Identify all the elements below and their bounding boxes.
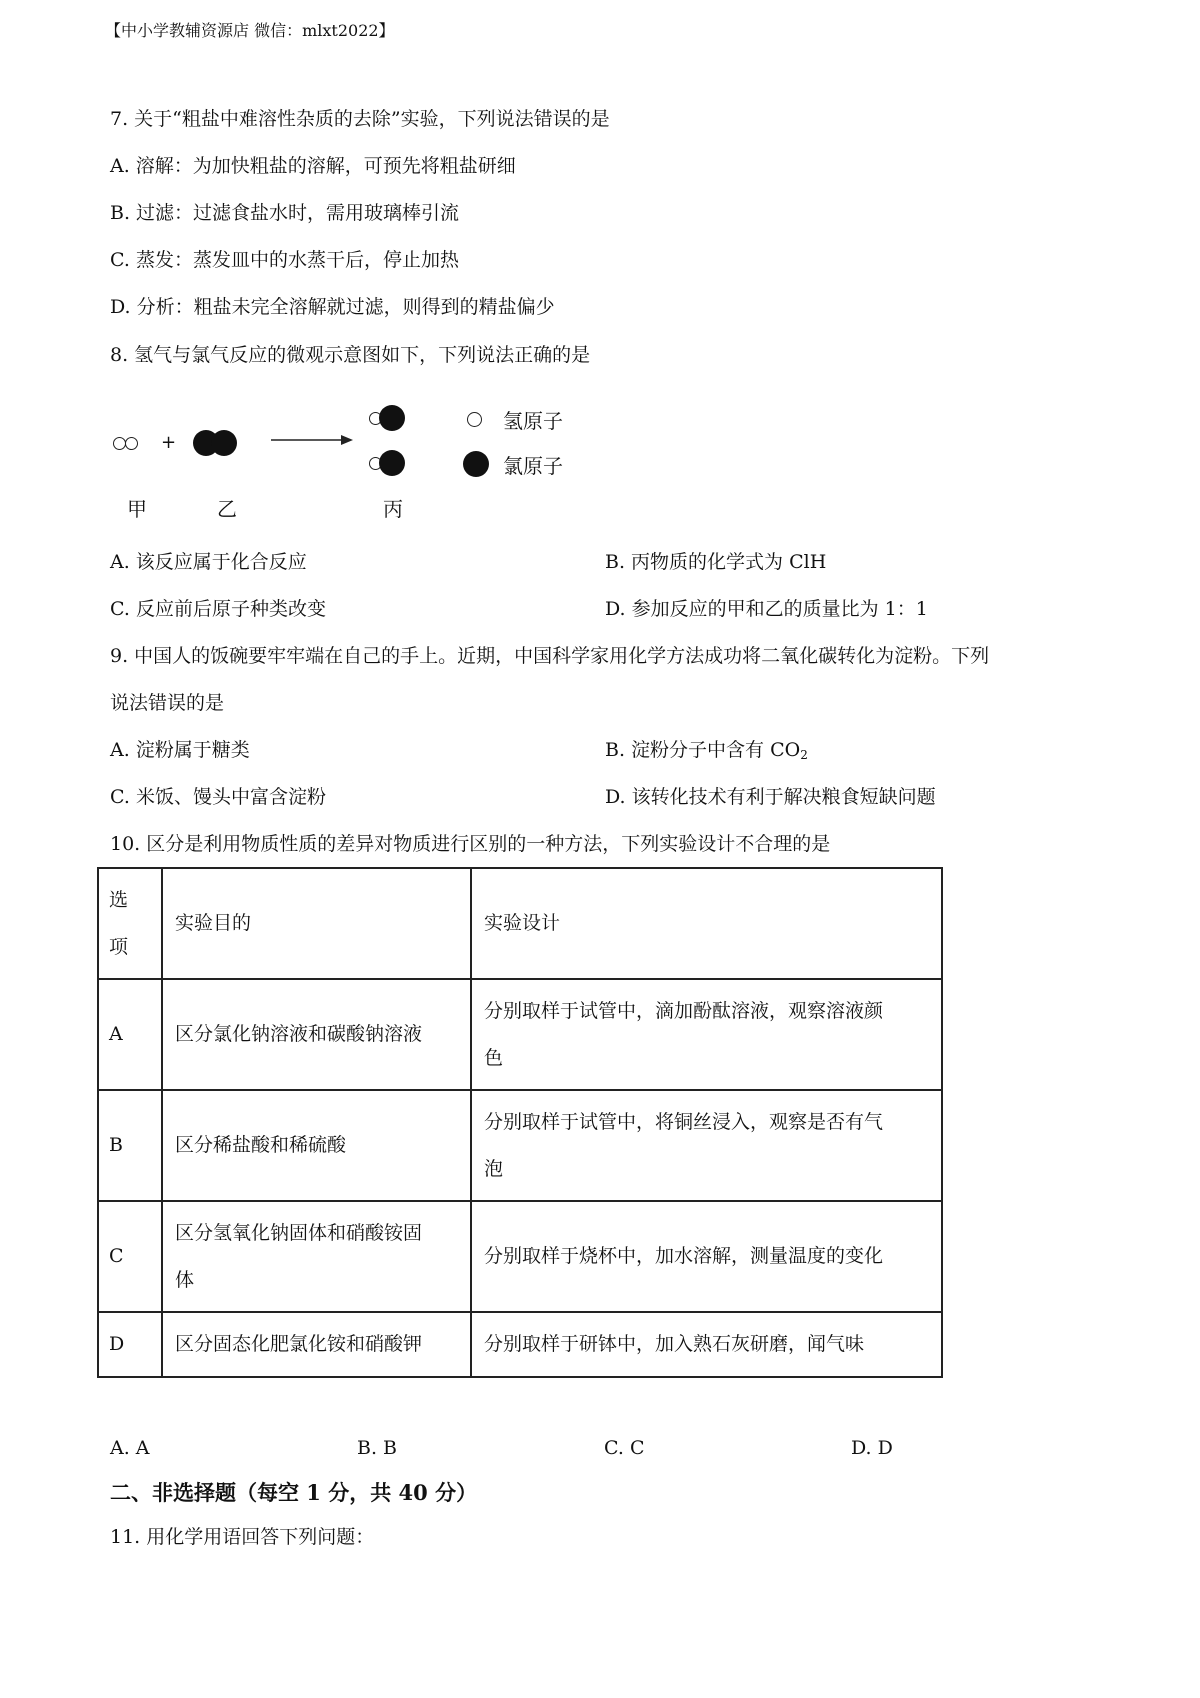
section-2-heading: 二、非选择题（每空 1 分，共 40 分） [110, 1480, 478, 1505]
q10-answer-c: C. C [604, 1437, 645, 1459]
reaction-micro-diagram [105, 390, 625, 530]
row-purpose: 区分氢氧化钠固体和硝酸铵固 体 [162, 1201, 471, 1312]
plus-sign: + [161, 432, 177, 453]
row-option: B [98, 1090, 162, 1201]
chlorine-atom [379, 405, 405, 431]
q9-stem: 9. 中国人的饭碗要牢牢端在自己的手上。近期，中国科学家用化学方法成功将二氧化碳转化为淀粉。下列 [110, 645, 990, 667]
table-header-row [98, 868, 942, 979]
table-row [98, 1312, 942, 1377]
row-design: 分别取样于试管中，滴加酚酞溶液，观察溶液颜 色 [471, 979, 942, 1090]
label-jia: 甲 [127, 497, 147, 521]
header-design: 实验设计 [471, 868, 942, 979]
q7-stem: 7. 关于“粗盐中难溶性杂质的去除”实验，下列说法错误的是 [110, 108, 610, 130]
q9-option-b: B. 淀粉分子中含有 $CO_2$ [605, 739, 808, 762]
legend-chlorine-atom-icon [463, 451, 489, 477]
row-option: D [98, 1312, 162, 1377]
page-header-watermark: 【中小学教辅资源店 微信：mlxt2022】 [105, 21, 395, 40]
chlorine-atom [379, 450, 405, 476]
q10-stem: 10. 区分是利用物质性质的差异对物质进行区别的一种方法，下列实验设计不合理的是 [110, 833, 831, 855]
header-purpose: 实验目的 [162, 868, 471, 979]
q10-answer-b: B. B [357, 1437, 398, 1459]
q9-option-d: D. 该转化技术有利于解决粮食短缺问题 [605, 786, 936, 808]
row-option: C [98, 1201, 162, 1312]
hydrogen-atom [125, 437, 138, 450]
reaction-arrow-icon [269, 432, 355, 448]
row-design: 分别取样于烧杯中，加水溶解，测量温度的变化 [471, 1201, 942, 1312]
chlorine-atom [211, 430, 237, 456]
table-row [98, 1090, 942, 1201]
q9-option-c: C. 米饭、馒头中富含淀粉 [110, 786, 326, 808]
q7-option-c: C. 蒸发：蒸发皿中的水蒸干后，停止加热 [110, 249, 459, 271]
legend-chlorine-label: 氯原子 [503, 454, 563, 478]
q9-stem-continued: 说法错误的是 [110, 692, 225, 714]
legend-hydrogen-label: 氢原子 [503, 409, 563, 433]
header-option: 选 项 [98, 868, 162, 979]
row-purpose: 区分固态化肥氯化铵和硝酸钾 [162, 1312, 471, 1377]
q10-answer-a: A. A [110, 1437, 150, 1459]
row-design: 分别取样于研钵中，加入熟石灰研磨，闻气味 [471, 1312, 942, 1377]
row-purpose: 区分氯化钠溶液和碳酸钠溶液 [162, 979, 471, 1090]
row-purpose: 区分稀盐酸和稀硫酸 [162, 1090, 471, 1201]
q8-stem: 8. 氢气与氯气反应的微观示意图如下，下列说法正确的是 [110, 344, 591, 366]
row-option: A [98, 979, 162, 1090]
q9-option-a: A. 淀粉属于糖类 [110, 739, 250, 761]
q10-answer-d: D. D [851, 1437, 893, 1459]
row-design: 分别取样于试管中，将铜丝浸入，观察是否有气 泡 [471, 1090, 942, 1201]
q7-option-b: B. 过滤：过滤食盐水时，需用玻璃棒引流 [110, 202, 460, 224]
q10-options-table [97, 867, 943, 1378]
q7-option-d: D. 分析：粗盐未完全溶解就过滤，则得到的精盐偏少 [110, 296, 555, 318]
q8-option-a: A. 该反应属于化合反应 [110, 551, 307, 573]
q7-option-a: A. 溶解：为加快粗盐的溶解，可预先将粗盐研细 [110, 155, 516, 177]
q8-option-b: B. 丙物质的化学式为 ClH [605, 551, 827, 573]
table-row [98, 1201, 942, 1312]
label-yi: 乙 [217, 497, 237, 521]
legend-hydrogen-atom-icon [467, 412, 482, 427]
table-row [98, 979, 942, 1090]
q8-option-d: D. 参加反应的甲和乙的质量比为 1：1 [605, 598, 928, 620]
q8-option-c: C. 反应前后原子种类改变 [110, 598, 326, 620]
label-bing: 丙 [383, 497, 403, 521]
q11-stem: 11. 用化学用语回答下列问题： [110, 1526, 375, 1548]
